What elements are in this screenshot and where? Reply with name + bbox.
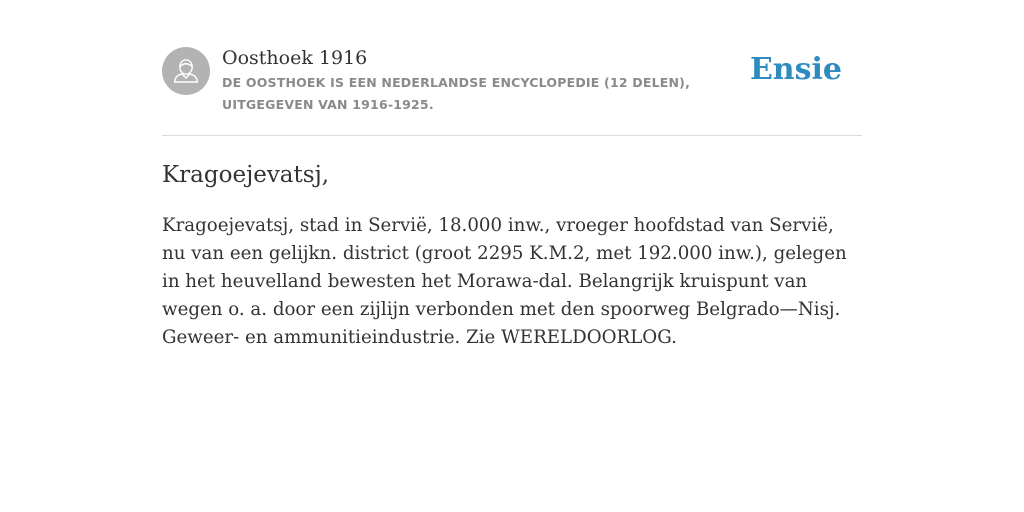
entry-title: Kragoejevatsj, bbox=[162, 162, 330, 188]
source-title[interactable]: Oosthoek 1916 bbox=[222, 47, 368, 69]
entry-body: Kragoejevatsj, stad in Servië, 18.000 inw., vroeger hoofdstad van Servië, nu van een gelijkn. district (groot 2295 K.M.2, met 192.000 inw.), gelegen in het heuvelland bewesten het Morawa-dal. Belangrijk kruispunt van wegen o. a. door een zijlijn verbonden met den spoorweg Belgrado—Nisj. Geweer- en ammunitieindustrie. Zie WERELDOORLOG. bbox=[162, 215, 847, 348]
source-info bbox=[222, 44, 757, 116]
source-description: DE OOSTHOEK IS EEN NEDERLANDSE ENCYCLOPEDIE (12 DELEN), UITGEGEVEN VAN 1916-1925. bbox=[222, 75, 691, 112]
brand-logo[interactable]: Ensie bbox=[749, 52, 842, 87]
avatar[interactable] bbox=[162, 47, 210, 95]
user-silhouette-icon bbox=[162, 47, 210, 95]
source-header bbox=[162, 44, 862, 136]
